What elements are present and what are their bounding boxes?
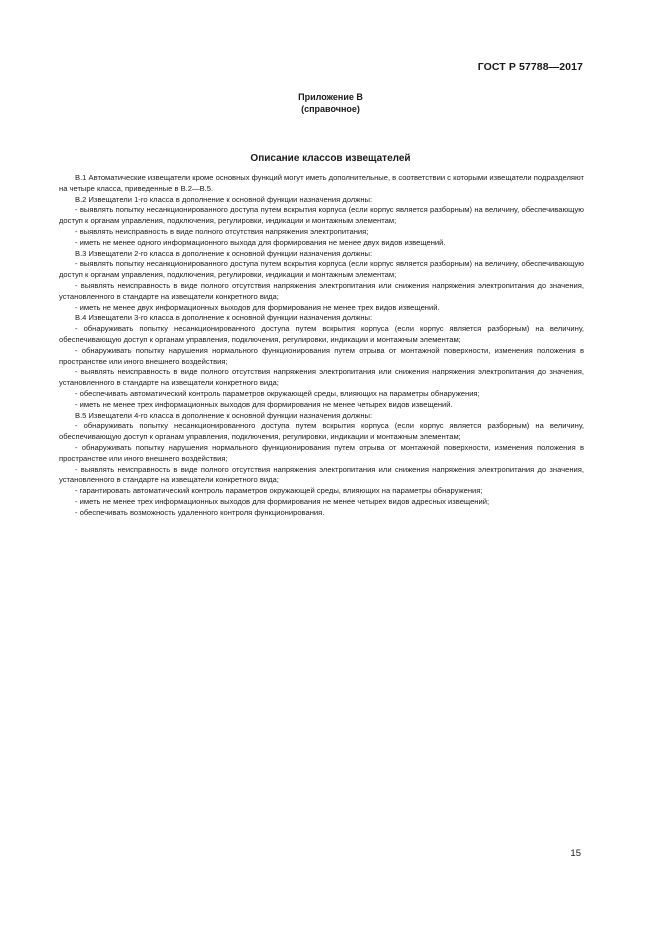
paragraph: - иметь не менее трех информационных выходов для формирования не менее четырех видов извещений.: [75, 399, 453, 409]
paragraph: - выявлять неисправность в виде полного отсутствия напряжения электропитания или снижения напряжения электропитания до значения, установленного в стандарте на извещатели конкретного вида;: [59, 367, 584, 388]
paragraph: - обеспечивать возможность удаленного контроля функционирования.: [75, 507, 325, 517]
paragraph: - выявлять неисправность в виде полного отсутствия напряжения электропитания или снижения напряжения электропитания до значения, установленного в стандарте на извещатели конкретного вида;: [59, 464, 584, 485]
paragraph: - выявлять попытку несанкционированного доступа путем вскрытия корпуса (если корпус является разборным) на величину, обеспечивающую доступ к органам управления, подключения, регулировки, индикации и монтажным элементам;: [59, 259, 584, 280]
body-text: [59, 173, 584, 519]
paragraph: В.1 Автоматические извещатели кроме основных функций могут иметь дополнительные, в соответствии с которыми извещатели подразделяют на четыре класса, приведенные в В.2—В.5.: [59, 173, 584, 193]
paragraph: - выявлять неисправность в виде полного отсутствия напряжения электропитания или снижения напряжения электропитания до значения, установленного в стандарте на извещатели конкретного вида;: [59, 280, 584, 301]
section-title: Описание классов извещателей: [250, 153, 411, 164]
paragraph: - обнаруживать попытку нарушения нормального функционирования путем отрыва от монтажной поверхности, изменения положения в пространстве или иного внешнего воздействия;: [59, 442, 584, 463]
page-number: 15: [570, 848, 581, 859]
paragraph: - выявлять неисправность в виде полного отсутствия напряжения электропитания;: [75, 226, 369, 236]
paragraph: - обеспечивать автоматический контроль параметров окружающей среды, влияющих на параметры обнаружения;: [75, 388, 480, 398]
paragraph: В.4 Извещатели 3-го класса в дополнение к основной функции назначения должны:: [75, 313, 373, 323]
paragraph: В.3 Извещатели 2-го класса в дополнение к основной функции назначения должны:: [75, 248, 373, 258]
paragraph: - иметь не менее двух информационных выходов для формирования не менее трех видов извещений.: [75, 302, 440, 312]
document-code: ГОСТ Р 57788—2017: [477, 61, 583, 73]
appendix-title: Приложение В: [298, 92, 363, 102]
paragraph: - иметь не менее одного информационного выхода для формирования не менее двух видов извещений.: [75, 237, 446, 247]
paragraph: В.5 Извещатели 4-го класса в дополнение к основной функции назначения должны:: [75, 410, 373, 420]
paragraph: - обнаруживать попытку несанкционированного доступа путем вскрытия корпуса (если корпус является разборным) на величину, обеспечивающую доступ к органам управления, подключения, регулировки, индикации и монтажным элементам;: [59, 324, 584, 344]
paragraph: - гарантировать автоматический контроль параметров окружающей среды, влияющих на параметры обнаружения;: [75, 486, 483, 496]
appendix-subtitle: (справочное): [301, 104, 360, 114]
appendix-heading: [0, 91, 661, 115]
paragraph: - обнаруживать попытку нарушения нормального функционирования путем отрыва от монтажной поверхности, изменения положения в пространстве или иного внешнего воздействия;: [59, 345, 584, 366]
paragraph: - обнаруживать попытку несанкционированного доступа путем вскрытия корпуса (если корпус является разборным) на величину, обеспечивающую доступ к органам управления, подключения, регулировки, индикации и монтажным элементам;: [59, 421, 584, 442]
paragraph: - иметь не менее трех информационных выходов для формирования не менее четырех видов адресных извещений;: [75, 496, 490, 506]
paragraph: В.2 Извещатели 1-го класса в дополнение к основной функции назначения должны:: [75, 194, 373, 204]
paragraph: - выявлять попытку несанкционированного доступа путем вскрытия корпуса (если корпус является разборным) на величину, обеспечивающую доступ к органам управления, подключения, регулировки, индикации и монтажным элементам;: [59, 205, 584, 226]
